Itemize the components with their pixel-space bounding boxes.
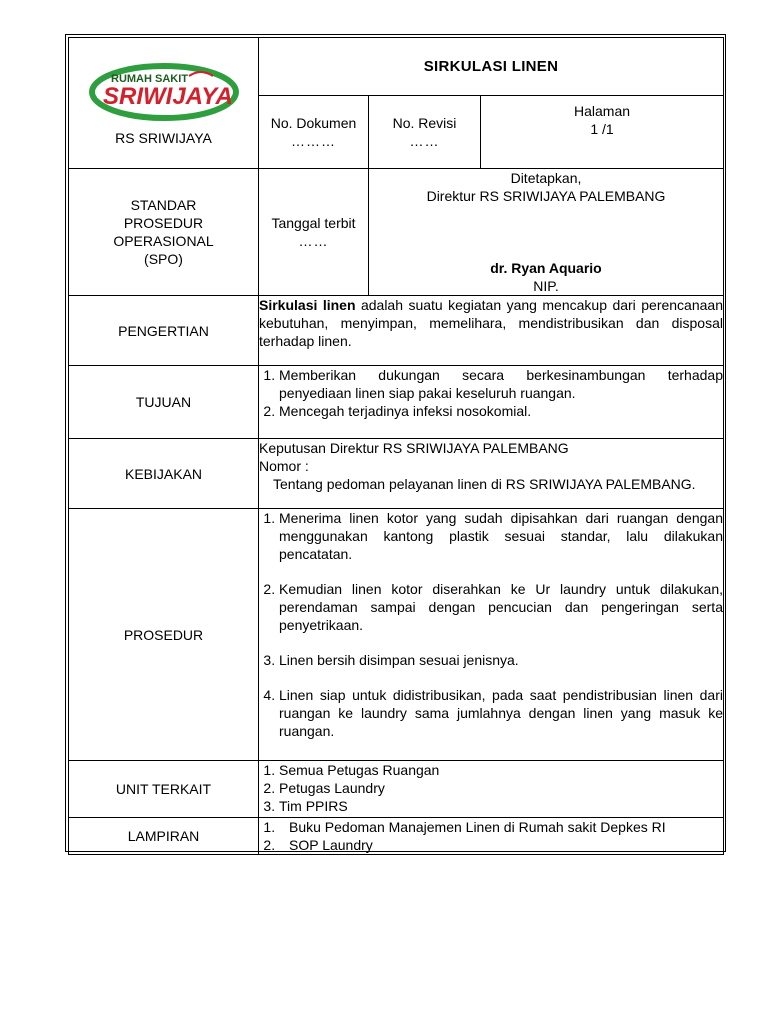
nip-text: NIP.: [533, 278, 559, 294]
document-title: SIRKULASI LINEN: [259, 38, 724, 96]
spo-line-3: OPERASIONAL: [113, 233, 214, 249]
kebijakan-line-1: Keputusan Direktur RS SRIWIJAYA PALEMBANG: [259, 440, 569, 456]
direktur-text: Direktur RS SRIWIJAYA PALEMBANG: [426, 188, 666, 204]
prosedur-content: [259, 509, 724, 761]
halaman-cell: [481, 96, 724, 169]
pengertian-text: adalah suatu kegiatan yang mencakup dari perencanaan kebutuhan, menyimpan, memelihara, mendistribusikan dan disposal terhadap linen.: [259, 297, 723, 349]
unit-terkait-list: [259, 761, 723, 815]
kebijakan-content: [259, 439, 724, 509]
no-dokumen-value: ………: [291, 133, 336, 149]
lampiran-list: [259, 818, 723, 854]
halaman-value: 1 /1: [590, 121, 614, 137]
tujuan-content: [259, 366, 724, 439]
prosedur-item: 1. Menerima linen kotor yang sudah dipisahkan dari ruangan dengan menggunakan kantong plastik sesuai standar, lalu dilakukan pencatatan.: [279, 509, 723, 563]
ditetapkan-text: Ditetapkan,: [510, 170, 582, 186]
prosedur-item: 4. Linen siap untuk didistribusikan, pada saat pendistribusian linen dari ruangan ke laundry sama jumlahnya dengan linen yang masuk ke ruangan.: [279, 686, 723, 740]
tujuan-label: TUJUAN: [69, 366, 259, 439]
pengertian-label: PENGERTIAN: [69, 296, 259, 366]
logo-top-text: RUMAH SAKIT: [110, 73, 188, 85]
lampiran-label: LAMPIRAN: [69, 818, 259, 855]
no-revisi-label: No. Revisi: [392, 115, 457, 131]
spo-label-cell: [69, 169, 259, 296]
tujuan-item: 1. Memberikan dukungan secara berkesinambungan terhadap penyediaan linen siap pakai keseluruh ruangan.: [279, 366, 723, 402]
tujuan-item: 2. Mencegah terjadinya infeksi nosokomial.: [279, 402, 723, 420]
kebijakan-label: KEBIJAKAN: [69, 439, 259, 509]
tujuan-list: [259, 366, 723, 420]
pengertian-term: Sirkulasi linen: [259, 297, 356, 313]
no-revisi-cell: [369, 96, 481, 169]
lampiran-item: 2. SOP Laundry: [279, 836, 723, 854]
kebijakan-line-3: Tentang pedoman pelayanan linen di RS SRIWIJAYA PALEMBANG.: [273, 476, 696, 492]
spo-line-4: (SPO): [144, 251, 183, 267]
prosedur-list: [259, 509, 723, 740]
tanggal-terbit-value: ……: [298, 233, 329, 249]
kebijakan-line-2: Nomor :: [259, 458, 309, 474]
unit-terkait-content: [259, 761, 724, 818]
prosedur-item: 2. Kemudian linen kotor diserahkan ke Ur laundry untuk dilakukan, perendaman sampai dengan pencucian dan pengeringan serta penyetrikaan.: [279, 580, 723, 634]
unit-terkait-item: 2. Petugas Laundry: [279, 779, 723, 797]
logo-cell: [69, 38, 259, 169]
halaman-label: Halaman: [573, 103, 631, 119]
unit-terkait-item: 3. Tim PPIRS: [279, 797, 723, 815]
approval-cell: [369, 169, 724, 296]
no-dokumen-cell: [259, 96, 369, 169]
hospital-logo: [89, 60, 239, 122]
lampiran-item: 1. Buku Pedoman Manajemen Linen di Rumah sakit Depkes RI: [279, 818, 723, 836]
logo-main-text: SRIWIJAYA: [102, 83, 233, 110]
unit-terkait-label: UNIT TERKAIT: [69, 761, 259, 818]
pengertian-content: [259, 296, 724, 366]
no-revisi-value: ……: [409, 133, 440, 149]
spo-table: [68, 37, 724, 855]
prosedur-item: 3. Linen bersih disimpan sesuai jenisnya.: [279, 651, 723, 669]
signer-name: dr. Ryan Aquario: [490, 260, 602, 276]
prosedur-label: PROSEDUR: [69, 509, 259, 761]
hospital-name: RS SRIWIJAYA: [115, 130, 212, 146]
tanggal-terbit-label: Tanggal terbit: [271, 215, 356, 231]
tanggal-terbit-cell: [259, 169, 369, 296]
no-dokumen-label: No. Dokumen: [270, 115, 357, 131]
spo-line-1: STANDAR: [130, 197, 197, 213]
lampiran-content: [259, 818, 724, 855]
unit-terkait-item: 1. Semua Petugas Ruangan: [279, 761, 723, 779]
spo-line-2: PROSEDUR: [123, 215, 204, 231]
